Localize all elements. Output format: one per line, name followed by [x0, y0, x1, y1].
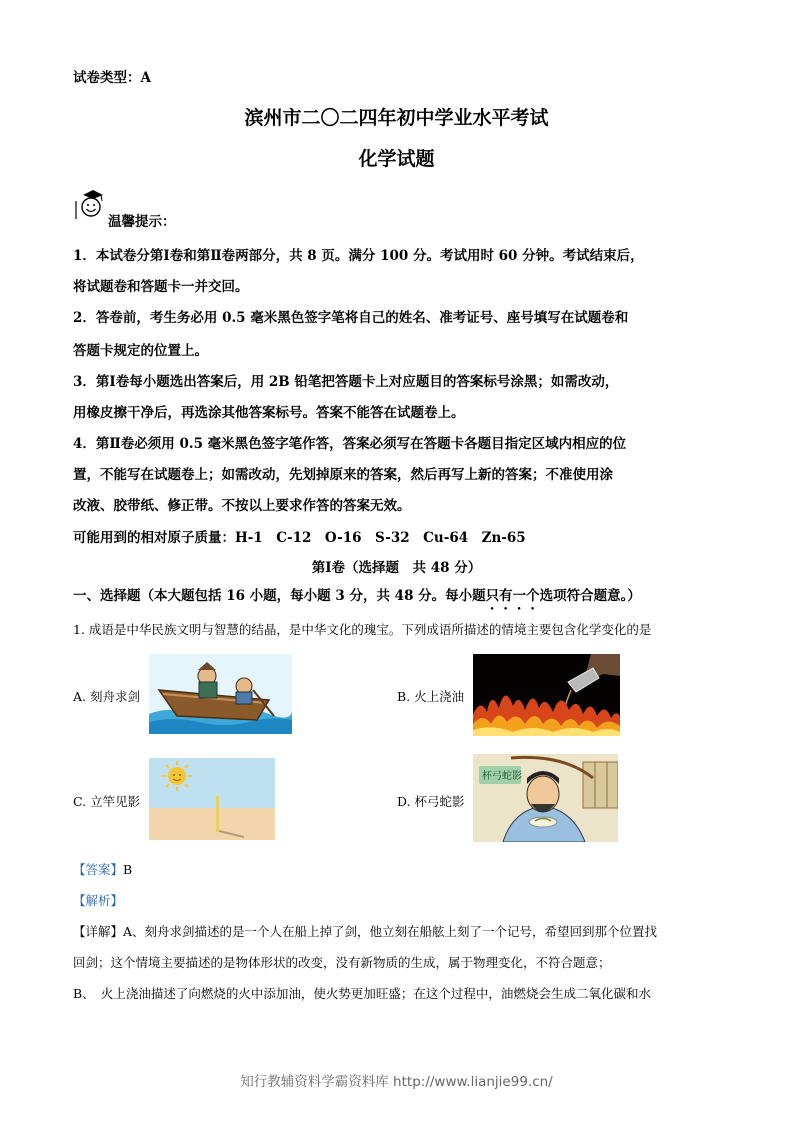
- pole-shadow-image: [149, 758, 275, 840]
- cup-bow-caption: 杯弓蛇影: [482, 771, 522, 782]
- tip-line: 4．第Ⅱ卷必须用 0.5 毫米黑色签字笔作答，答案必须写在答题卡各题目指定区域内相应的位: [73, 436, 627, 452]
- part1-heading: 第Ⅰ卷（选择题 共 48 分）: [311, 560, 482, 576]
- footer-watermark: 知行教辅资料学霸资料库 http://www.lianjie99.cn/: [240, 1074, 553, 1090]
- tip-line: 1．本试卷分第Ⅰ卷和第Ⅱ卷两部分，共 8 页。满分 100 分。考试用时 60 分钟。考试结束后，: [73, 248, 644, 264]
- answer-value: B: [123, 862, 133, 877]
- tip-line: 3．第Ⅰ卷每小题选出答案后，用 2B 铅笔把答题卡上对应题目的答案标号涂黑；如需改动，: [73, 374, 619, 390]
- atomic-masses: 可能用到的相对原子质量：H-1 C-12 O-16 S-32 Cu-64 Zn-65: [73, 530, 526, 546]
- section1-suffix: 选项符合题意。）: [539, 588, 641, 604]
- tip-line: 2．答卷前，考生务必用 0.5 毫米黑色签字笔将自己的姓名、准考证号、座号填写在试题卷和: [73, 310, 629, 326]
- exam-title: 滨州市二〇二四年初中学业水平考试: [244, 107, 549, 129]
- section1-prefix: 一、选择题（本大题包括 16 小题，每小题 3 分，共 48 分。每小题: [73, 588, 486, 604]
- boat-image: [149, 654, 292, 734]
- cup-bow-image: [473, 754, 618, 842]
- section1-emphasis: 只有一个: [485, 588, 540, 604]
- tip-line: 答题卡规定的位置上。: [73, 343, 208, 359]
- option-d: D. 杯弓蛇影: [397, 794, 465, 809]
- answer-label: 【答案】: [73, 862, 124, 877]
- option-a: A. 刻舟求剑: [73, 689, 140, 704]
- option-c: C. 立竿见影: [73, 794, 141, 809]
- detail-line: 【详解】A、刻舟求剑描述的是一个人在船上掉了剑，他立刻在船舷上刻了一个记号，希望回到那个位置找: [73, 924, 658, 939]
- analysis-label: 【解析】: [73, 893, 124, 908]
- detail-line: B、 火上浇油描述了向燃烧的火中添加油，使火势更加旺盛；在这个过程中，油燃烧会生成二氧化碳和水: [73, 986, 651, 1001]
- fire-oil-image: [473, 654, 620, 736]
- tip-line: 将试题卷和答题卡一并交回。: [73, 279, 249, 295]
- tip-line: 改液、胶带纸、修正带。不按以上要求作答的答案无效。: [73, 498, 411, 514]
- tip-line: 置，不能写在试题卷上；如需改动，先划掉原来的答案，然后再写上新的答案；不准使用涂: [73, 467, 613, 483]
- section1-heading: [73, 584, 641, 613]
- answer-line: [73, 860, 132, 878]
- detail-line: 回剑；这个情境主要描述的是物体形状的改变，没有新物质的生成，属于物理变化，不符合题意；: [73, 955, 611, 970]
- tips-label: 温馨提示：: [108, 214, 176, 230]
- option-b: B. 火上浇油: [397, 689, 465, 704]
- question-1: 1. 成语是中华民族文明与智慧的结晶，是中华文化的瑰宝。下列成语所描述的情境主要包含化学变化的是: [73, 622, 652, 637]
- smiley-graduate-icon: [73, 187, 107, 221]
- paper-type: 试卷类型：A: [73, 70, 151, 86]
- exam-subtitle: 化学试题: [358, 148, 435, 170]
- tip-line: 用橡皮擦干净后，再选涂其他答案标号。答案不能答在试题卷上。: [73, 405, 465, 421]
